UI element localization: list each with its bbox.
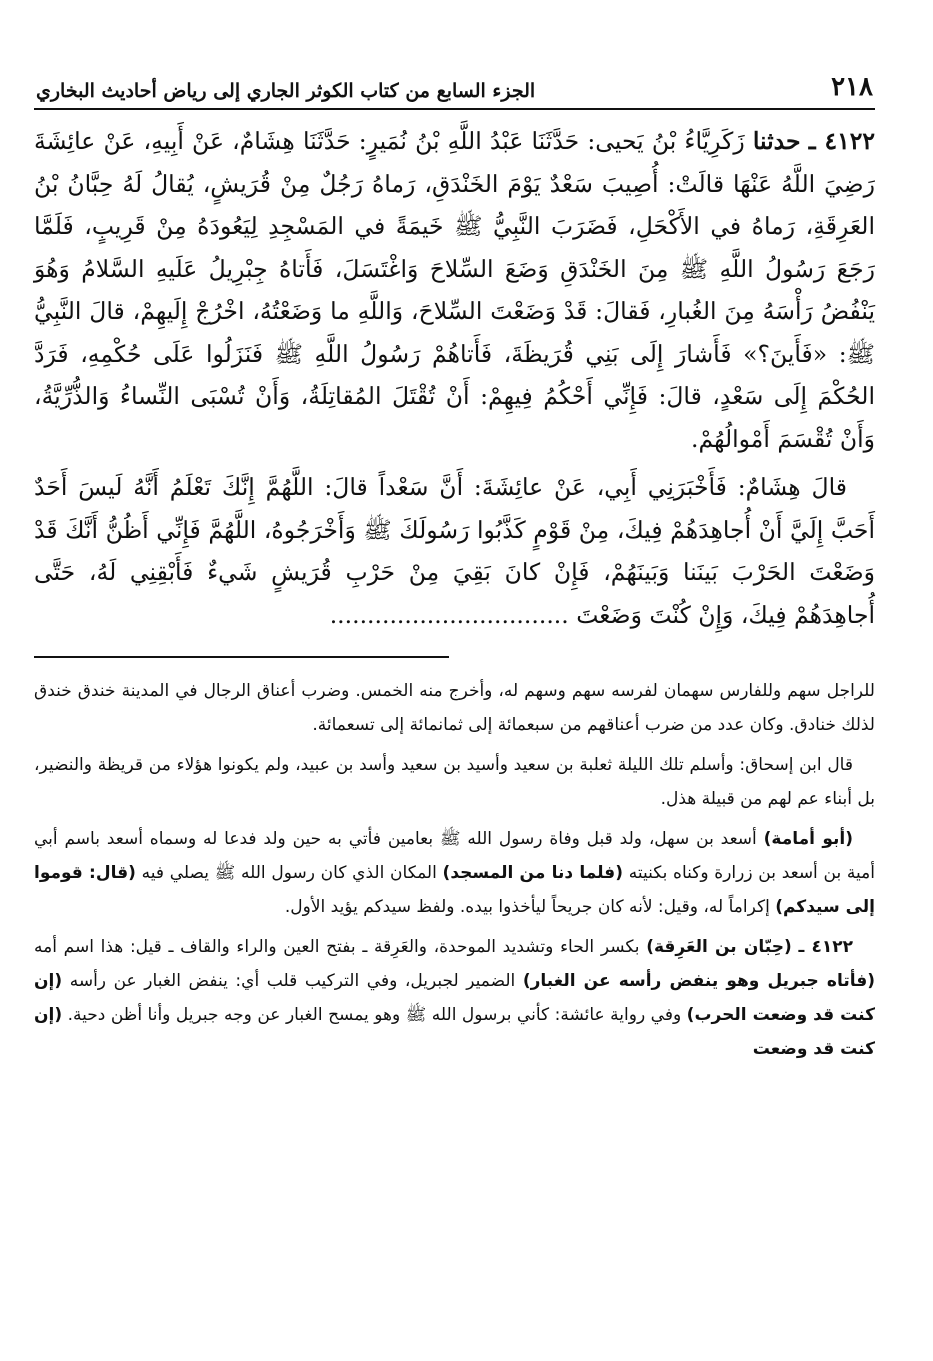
continuation-dots: ................................ xyxy=(329,600,569,629)
commentary-paragraph-4 xyxy=(34,930,875,1066)
commentary-paragraph-2: قال ابن إسحاق: وأسلم تلك الليلة ثعلبة بن سعيد وأسيد بن سعيد وأسد بن عبيد، ولم يكونوا هؤلاء من قريظة والنضير، بل أبناء عم لهم من قبيلة هذل. xyxy=(34,755,875,809)
hadith-body: زَكَرِيَّاءُ بْنُ يَحيى: حَدَّثَنَا عَبْدُ اللَّهِ بْنُ نُمَيرٍ: حَدَّثَنَا هِشَامٌ، عَنْ أَبِيهِ، عَنْ عائِشَةَ رَضِيَ اللَّهُ عَنْهَا قالَتْ: أُصِيبَ سَعْدٌ يَوْمَ الخَنْدَقِ، رَماهُ رَجُلٌ مِنْ قُرَيشٍ، يُقالُ لَهُ حِبَّانُ بْنُ العَرِقَةِ، رَماهُ في الأَكْحَلِ، فَضَرَبَ النَّبِيُّ ﷺ خَيمَةً في المَسْجِدِ لِيَعُودَهُ مِنْ قَرِيبٍ، فَلَمَّا رَجَعَ رَسُولُ اللَّهِ ﷺ مِنَ الخَنْدَقِ وَضَعَ السِّلاحَ وَاغْتَسَلَ، فَأَتاهُ جِبْرِيلُ عَلَيهِ السَّلامُ وَهُوَ يَنْفُضُ رَأْسَهُ مِنَ الغُبارِ، فَقالَ: قَدْ وَضَعْتَ السِّلاحَ، وَاللَّهِ ما وَضَعْتُهُ، اخْرُجْ إِلَيهِمْ، قالَ النَّبِيُّ ﷺ: «فَأَينَ؟» فَأَشارَ إِلَى بَنِي قُرَيظَةَ، فَأَتاهُمْ رَسُولُ اللَّهِ ﷺ فَنَزَلُوا عَلَى حُكْمِهِ، فَرَدَّ الحُكْمَ إِلَى سَعْدٍ، قالَ: فَإِنِّي أَحْكُمُ فِيهِمْ: أَنْ تُقْتَلَ المُقاتِلَةُ، وَأَنْ تُسْبَى النِّساءُ وَالذُّرِّيَّةُ، وَأَنْ تُقْسَمَ أَمْوالُهُمْ. xyxy=(34,127,875,453)
commentary-text: المكان الذي كان رسول الله ﷺ يصلي فيه xyxy=(135,863,443,883)
book-page xyxy=(34,62,875,1341)
term-jibril-dust: (فأتاه جبريل وهو ينفض رأسه عن الغبار) xyxy=(522,971,875,991)
narration-word: حدثنا xyxy=(752,127,801,155)
commentary-text: بكسر الحاء وتشديد الموحدة، والعَرِقة ـ بفتح العين والراء والقاف ـ قيل: هذا اسم أمه xyxy=(34,937,647,957)
commentary-text: إكراماً له، وقيل: لأنه كان جريحاً ليأخذوا بيده. ولفظ سيدكم يؤيد الأول. xyxy=(284,897,776,917)
commentary xyxy=(34,674,875,1066)
commentary-paragraph-1: للراجل سهم وللفارس سهمان لفرسه سهم وسهم له، وأخرج منه الخمس. وضرب أعناق الرجال في المدينة خندق خندق لذلك خنادق. وكان عدد من ضرب أعناقهم من سبعمائة إلى ثمانمائة إلى تسعمائة. xyxy=(34,681,875,735)
term-abu-umama: (أبو أمامة) xyxy=(763,829,854,849)
term-if-you-ended: (إن كنت قد وضعت xyxy=(34,1005,875,1059)
footnote-divider xyxy=(34,656,449,658)
commentary-text: وفي رواية عائشة: كأني برسول الله ﷺ وهو يمسح الغبار عن وجه جبريل وأنا أظن دحية. xyxy=(62,1005,687,1025)
term-near-mosque: (فلما دنا من المسجد) xyxy=(442,863,623,883)
commentary-paragraph-3 xyxy=(34,822,875,924)
page-header xyxy=(34,62,875,110)
hadith-number: ٤١٢٢ ـ xyxy=(808,127,875,155)
hadith-paragraph xyxy=(34,120,875,460)
footnote-divider-wrap xyxy=(34,656,875,658)
hadith-second-paragraph xyxy=(34,466,875,636)
commentary-text: الضمير لجبريل، وفي التركيب قلب أي: ينفض الغبار عن رأسه xyxy=(62,971,523,991)
hadith-text xyxy=(34,120,875,636)
commentary-text: أسعد بن سهل، ولد قبل وفاة رسول الله ﷺ بعامين فأتي به حين ولد فدعا له وسماه أسعد باسم أبي أمية بن أسعد بن زرارة وكناه بكنيته xyxy=(34,829,875,883)
term-hibban: (حِبّان بن العَرِقة) xyxy=(646,937,792,957)
term-stand-for-master: (قال: قوموا إلى سيدكم) xyxy=(34,863,875,917)
hadith-second-body: قالَ هِشَامٌ: فَأَخْبَرَنِي أَبِي، عَنْ عائِشَةَ: أَنَّ سَعْداً قالَ: اللَّهُمَّ إِنَّكَ تَعْلَمُ أَنَّهُ لَيسَ أَحَدٌ أَحَبَّ إِلَيَّ أَنْ أُجاهِدَهُمْ فِيكَ، مِنْ قَوْمٍ كَذَّبُوا رَسُولَكَ ﷺ وَأَخْرَجُوهُ، اللَّهُمَّ فَإِنِّي أَظُنُّ أَنَّكَ قَدْ وَضَعْتَ الحَرْبَ بَينَنا وَبَينَهُمْ، فَإِنْ كانَ بَقِيَ مِنْ حَرْبِ قُرَيشٍ شَيءٌ فَأَبْقِنِي لَهُ، حَتَّى أُجاهِدَهُمْ فِيكَ، وَإِنْ كُنْتَ وَضَعْتَ xyxy=(34,473,875,629)
page-number: ٢١٨ xyxy=(831,72,873,102)
term-war-ended: (إن كنت قد وضعت الحرب) xyxy=(34,971,875,1025)
commentary-hadith-number: ٤١٢٢ ـ xyxy=(798,937,853,957)
running-title: الجزء السابع من كتاب الكوثر الجاري إلى رياض أحاديث البخاري xyxy=(36,80,536,102)
